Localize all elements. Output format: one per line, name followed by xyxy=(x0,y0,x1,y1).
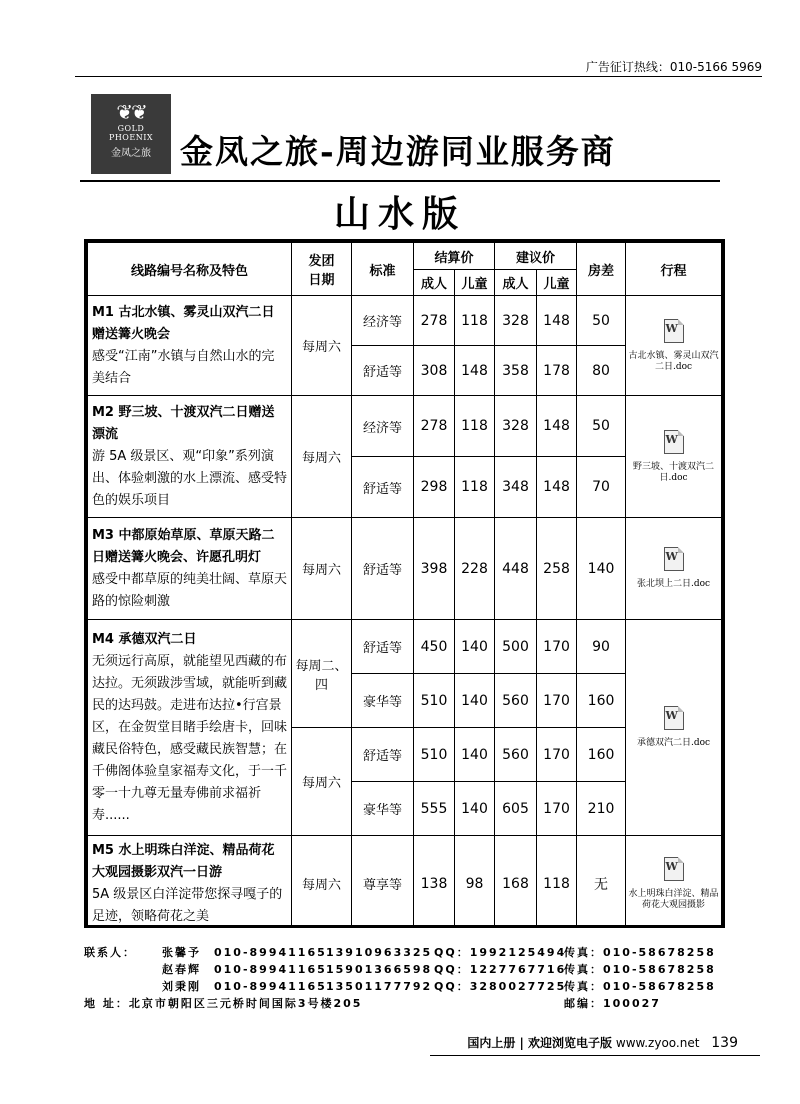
suggest-adult: 560 xyxy=(495,728,537,782)
contact-mobile: 15901366598 xyxy=(326,963,433,976)
table-row xyxy=(88,518,722,620)
contact-tel: 010-89941165 xyxy=(214,980,327,993)
route-cell xyxy=(88,396,292,518)
header-settle-adult: 成人 xyxy=(414,270,455,296)
suggest-child: 258 xyxy=(537,518,577,620)
contact-qq: QQ：1227767716 xyxy=(434,963,567,976)
header-standard: 标准 xyxy=(352,243,414,296)
route-title: M2 野三坡、十渡双汽二日赠送漂流 xyxy=(92,404,275,442)
route-desc: 感受“江南”水镇与自然山水的完美结合 xyxy=(92,348,275,386)
settle-child: 140 xyxy=(455,620,495,674)
word-doc-icon[interactable] xyxy=(664,319,684,343)
settle-adult: 138 xyxy=(414,836,455,929)
hotline-rule xyxy=(75,76,762,77)
standard: 豪华等 xyxy=(352,674,414,728)
table-row xyxy=(88,620,722,674)
settle-adult: 450 xyxy=(414,620,455,674)
address: 地 址：北京市朝阳区三元桥时间国际3号楼205 xyxy=(84,997,363,1010)
suggest-adult: 328 xyxy=(495,296,537,346)
page-number: 139 xyxy=(711,1035,738,1051)
standard: 舒适等 xyxy=(352,457,414,518)
depart-date: 每周六 xyxy=(292,728,352,836)
contact-block xyxy=(84,944,716,1012)
room-diff: 160 xyxy=(577,728,626,782)
suggest-child: 170 xyxy=(537,674,577,728)
settle-adult: 308 xyxy=(414,346,455,396)
header-diff: 房差 xyxy=(577,243,626,296)
suggest-adult: 560 xyxy=(495,674,537,728)
word-doc-icon[interactable] xyxy=(664,547,684,571)
suggest-child: 148 xyxy=(537,457,577,518)
suggest-adult: 168 xyxy=(495,836,537,929)
slogan: 金凤之旅-周边游同业服务商 xyxy=(180,132,616,171)
suggest-adult: 500 xyxy=(495,620,537,674)
itinerary-filename[interactable]: 张北坝上二日.doc xyxy=(636,579,711,589)
contact-name: 赵春辉 xyxy=(162,963,201,976)
address-row xyxy=(84,995,716,1012)
room-diff: 无 xyxy=(577,836,626,929)
contact-label: 联系人： xyxy=(84,946,136,959)
standard: 舒适等 xyxy=(352,620,414,674)
suggest-adult: 358 xyxy=(495,346,537,396)
contact-name: 刘秉刚 xyxy=(162,980,201,993)
itinerary-file[interactable] xyxy=(626,620,722,836)
settle-child: 140 xyxy=(455,674,495,728)
route-desc: 游 5A 级景区、观“印象”系列演出、体验刺激的水上漂流、感受特色的娱乐项目 xyxy=(92,448,288,508)
suggest-child: 170 xyxy=(537,620,577,674)
room-diff: 140 xyxy=(577,518,626,620)
route-desc: 无须远行高原，就能望见西藏的布达拉。无须跋涉雪域，就能听到藏民的达玛鼓。走进布达拉•行宫景区，在金贺堂目睹手绘唐卡，回味藏民俗特色，感受藏民族智慧；在千佛阁体验皇家福寿文化，于一千零一十九尊无量寿佛前求福祈寿...... xyxy=(92,653,288,823)
header-rule xyxy=(80,180,720,182)
standard: 舒适等 xyxy=(352,346,414,396)
depart-date: 每周二、四 xyxy=(292,620,352,728)
standard: 舒适等 xyxy=(352,728,414,782)
header-itinerary: 行程 xyxy=(626,243,722,296)
itinerary-file[interactable] xyxy=(626,836,722,929)
contact-name: 张馨予 xyxy=(162,946,201,959)
settle-adult: 510 xyxy=(414,674,455,728)
contact-tel: 010-89941165 xyxy=(214,946,327,959)
table-row xyxy=(88,396,722,457)
edition-title: 山水版 xyxy=(333,194,466,235)
header-settle-child: 儿童 xyxy=(455,270,495,296)
standard: 尊享等 xyxy=(352,836,414,929)
room-diff: 160 xyxy=(577,674,626,728)
hotline: 广告征订热线：010-5166 5969 xyxy=(585,60,762,74)
standard: 豪华等 xyxy=(352,782,414,836)
depart-date: 每周六 xyxy=(292,296,352,396)
settle-adult: 298 xyxy=(414,457,455,518)
contact-fax: 传真：010-58678258 xyxy=(564,946,716,959)
settle-child: 228 xyxy=(455,518,495,620)
itinerary-filename[interactable]: 古北水镇、雾灵山双汽二日.doc xyxy=(628,350,719,372)
suggest-child: 170 xyxy=(537,728,577,782)
route-title: M4 承德双汽二日 xyxy=(92,631,197,647)
logo-en-2: PHOENIX xyxy=(108,133,154,142)
contact-mobile: 13910963325 xyxy=(326,946,433,959)
logo-en-1: GOLD xyxy=(117,124,145,133)
contact-fax: 传真：010-58678258 xyxy=(564,980,716,993)
route-title: M5 水上明珠白洋淀、精品荷花大观园摄影双汽一日游 xyxy=(92,842,275,880)
header-suggest-adult: 成人 xyxy=(495,270,537,296)
standard: 经济等 xyxy=(352,296,414,346)
table-row xyxy=(88,296,722,346)
contact-tel: 010-89941165 xyxy=(214,963,327,976)
settle-child: 118 xyxy=(455,457,495,518)
itinerary-filename[interactable]: 承德双汽二日.doc xyxy=(636,738,711,748)
itinerary-file[interactable] xyxy=(626,518,722,620)
standard: 舒适等 xyxy=(352,518,414,620)
suggest-child: 148 xyxy=(537,396,577,457)
header-depart-1: 发团 xyxy=(308,254,335,269)
room-diff: 90 xyxy=(577,620,626,674)
header-suggest: 建议价 xyxy=(495,243,577,270)
suggest-child: 148 xyxy=(537,296,577,346)
settle-child: 98 xyxy=(455,836,495,929)
suggest-adult: 448 xyxy=(495,518,537,620)
route-cell xyxy=(88,296,292,396)
route-title: M3 中都原始草原、草原天路二日赠送篝火晚会、许愿孔明灯 xyxy=(92,527,275,565)
footer-rule xyxy=(430,1055,760,1056)
settle-child: 118 xyxy=(455,396,495,457)
settle-child: 148 xyxy=(455,346,495,396)
route-cell xyxy=(88,836,292,929)
route-desc: 感受中都草原的纯美壮阔、草原天路的惊险刺激 xyxy=(92,571,288,609)
suggest-child: 170 xyxy=(537,782,577,836)
header-depart-2: 日期 xyxy=(308,273,335,288)
depart-date: 每周六 xyxy=(292,836,352,929)
suggest-adult: 348 xyxy=(495,457,537,518)
contact-fax: 传真：010-58678258 xyxy=(564,963,716,976)
word-doc-icon[interactable] xyxy=(664,430,684,454)
itinerary-file[interactable] xyxy=(626,296,722,396)
settle-child: 140 xyxy=(455,782,495,836)
contact-row xyxy=(84,978,716,995)
route-title: M1 古北水镇、雾灵山双汽二日赠送篝火晚会 xyxy=(92,304,275,342)
room-diff: 210 xyxy=(577,782,626,836)
header-settle: 结算价 xyxy=(414,243,495,270)
itinerary-filename[interactable]: 水上明珠白洋淀、精品荷花大观园摄影 xyxy=(628,888,719,910)
price-table xyxy=(84,239,725,928)
word-doc-icon[interactable] xyxy=(664,857,684,881)
settle-adult: 278 xyxy=(414,296,455,346)
phoenix-icon: ❦❦ xyxy=(116,100,146,124)
settle-adult: 555 xyxy=(414,782,455,836)
contact-mobile: 13501177792 xyxy=(326,980,433,993)
room-diff: 70 xyxy=(577,457,626,518)
itinerary-filename[interactable]: 野三坡、十渡双汽二日.doc xyxy=(633,461,715,483)
table-row xyxy=(88,836,722,929)
route-desc: 5A 级景区白洋淀带您探寻嘎子的足迹，领略荷花之美 xyxy=(92,886,283,924)
suggest-adult: 328 xyxy=(495,396,537,457)
depart-date: 每周六 xyxy=(292,518,352,620)
header-route: 线路编号名称及特色 xyxy=(88,243,292,296)
brand-logo xyxy=(91,94,171,174)
logo-cn: 金凤之旅 xyxy=(111,148,151,159)
suggest-child: 178 xyxy=(537,346,577,396)
contact-row xyxy=(84,961,716,978)
footer-text: 国内上册 | 欢迎浏览电子版 xyxy=(467,1036,613,1050)
footer xyxy=(467,1034,738,1051)
route-cell xyxy=(88,620,292,836)
room-diff: 50 xyxy=(577,396,626,457)
suggest-adult: 605 xyxy=(495,782,537,836)
settle-adult: 510 xyxy=(414,728,455,782)
header-depart xyxy=(292,243,352,296)
footer-site[interactable]: www.zyoo.net xyxy=(615,1036,700,1050)
contact-qq: QQ：3280027725 xyxy=(434,980,567,993)
settle-adult: 278 xyxy=(414,396,455,457)
itinerary-file[interactable] xyxy=(626,396,722,518)
suggest-child: 118 xyxy=(537,836,577,929)
header-suggest-child: 儿童 xyxy=(537,270,577,296)
route-cell xyxy=(88,518,292,620)
settle-child: 118 xyxy=(455,296,495,346)
postcode: 邮编：100027 xyxy=(564,997,661,1010)
settle-child: 140 xyxy=(455,728,495,782)
word-doc-icon[interactable] xyxy=(664,706,684,730)
contact-qq: QQ：1992125494 xyxy=(434,946,567,959)
depart-date: 每周六 xyxy=(292,396,352,518)
contact-row xyxy=(84,944,716,961)
room-diff: 50 xyxy=(577,296,626,346)
settle-adult: 398 xyxy=(414,518,455,620)
room-diff: 80 xyxy=(577,346,626,396)
standard: 经济等 xyxy=(352,396,414,457)
